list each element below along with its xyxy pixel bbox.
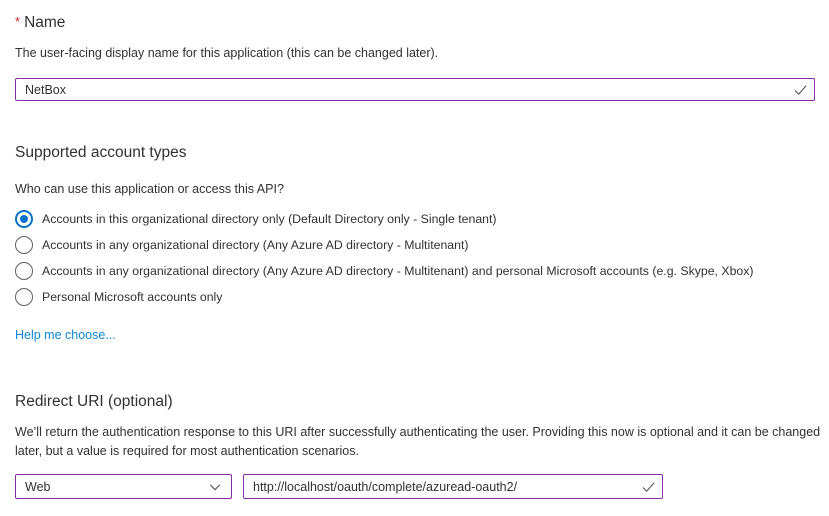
- redirect-uri-input[interactable]: [243, 474, 663, 499]
- redirect-uri-input-wrap: [243, 474, 663, 499]
- platform-select-value: Web: [25, 479, 51, 494]
- redirect-uri-description: We’ll return the authentication response to this URI after successfully authenticating the user. Providing this now is optional and it can be changed later, but a value is required for most authentication scenarios.: [15, 425, 821, 458]
- account-types-title: Supported account types: [15, 144, 187, 161]
- name-title-text: Name: [24, 14, 66, 31]
- redirect-uri-controls: [15, 474, 815, 499]
- required-asterisk: *: [15, 14, 21, 29]
- help-me-choose-link[interactable]: Help me choose...: [15, 328, 116, 342]
- chevron-down-icon: [208, 480, 222, 494]
- radio-unselected-icon: [15, 262, 33, 280]
- account-types-question: Who can use this application or access this API?: [15, 182, 284, 196]
- name-section-title: [15, 12, 815, 33]
- radio-option-multitenant-personal[interactable]: [15, 258, 815, 284]
- radio-option-label: Accounts in any organizational directory (Any Azure AD directory - Multitenant): [42, 238, 469, 252]
- radio-option-label: Personal Microsoft accounts only: [42, 290, 223, 304]
- redirect-uri-title: Redirect URI (optional): [15, 393, 173, 410]
- platform-select[interactable]: [15, 474, 232, 499]
- radio-unselected-icon: [15, 288, 33, 306]
- radio-option-label: Accounts in any organizational directory (Any Azure AD directory - Multitenant) and personal Microsoft accounts (e.g. Skype, Xbox): [42, 264, 754, 278]
- radio-unselected-icon: [15, 236, 33, 254]
- radio-option-multitenant[interactable]: [15, 232, 815, 258]
- name-description: The user-facing display name for this application (this can be changed later).: [15, 46, 439, 60]
- radio-selected-icon: [15, 210, 33, 228]
- name-input[interactable]: [15, 78, 815, 101]
- radio-option-personal-only[interactable]: [15, 284, 815, 310]
- account-type-radio-group: [15, 206, 815, 310]
- radio-option-single-tenant[interactable]: [15, 206, 815, 232]
- radio-option-label: Accounts in this organizational directory only (Default Directory only - Single tenant): [42, 212, 497, 226]
- name-input-wrap: [15, 78, 815, 101]
